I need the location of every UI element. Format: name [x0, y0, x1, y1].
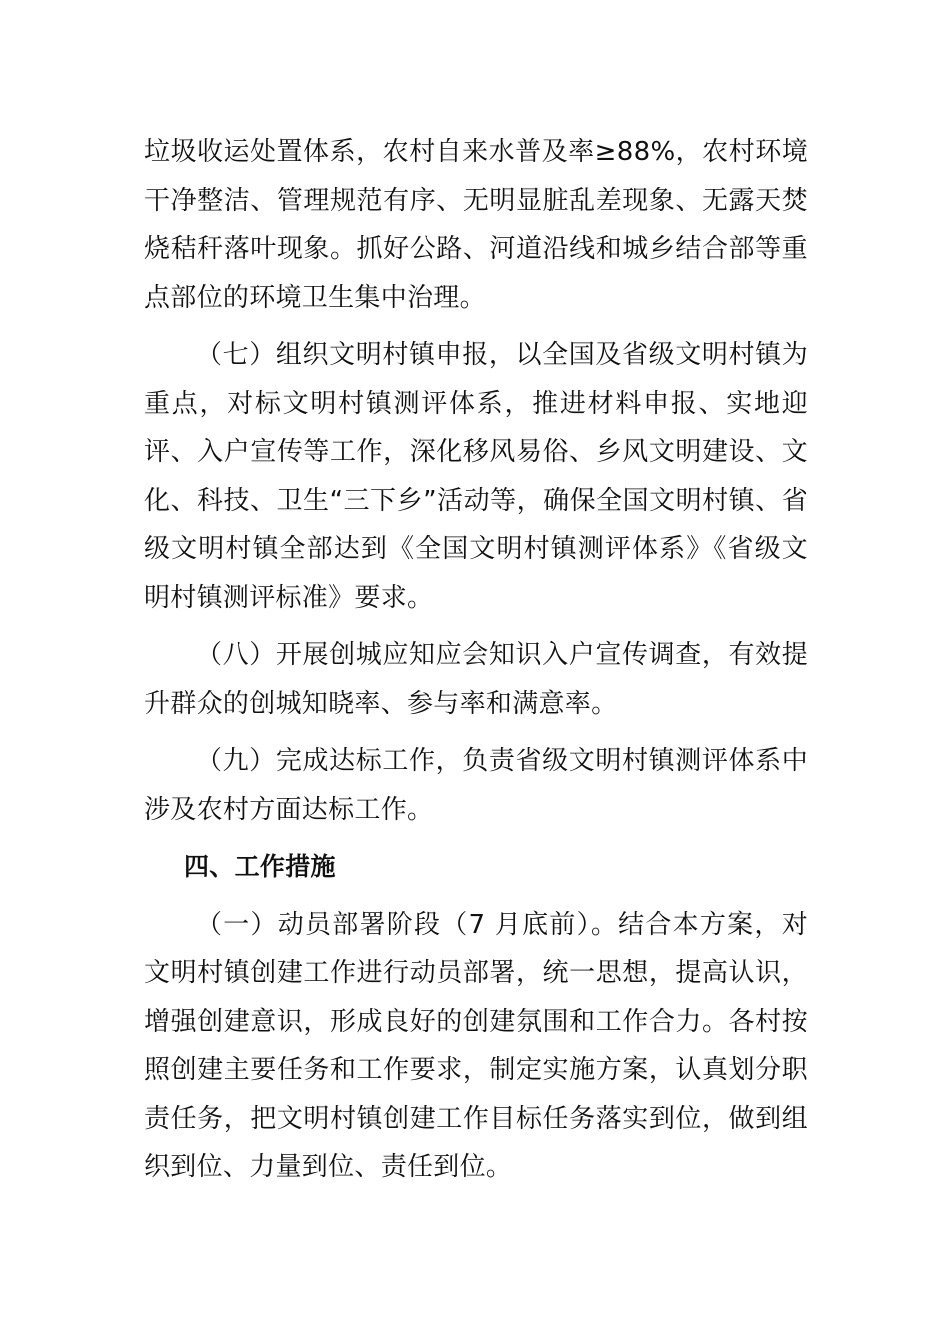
document-body [144, 128, 808, 1192]
paragraph-measure-1: （一）动员部署阶段（7 月底前）。结合本方案，对文明村镇创建工作进行动员部署，统一思想，提高认识，增强创建意识，形成良好的创建氛围和工作合力。各村按照创建主要任务和工作要求，制定实施方案，认真划分职责任务，把文明村镇创建工作目标任务落实到位，做到组织到位、力量到位、责任到位。 [144, 909, 808, 1182]
paragraph-item-8: （八）开展创城应知应会知识入户宣传调查，有效提升群众的创城知晓率、参与率和满意率。 [144, 640, 808, 719]
paragraph-item-9: （九）完成达标工作，负责省级文明村镇测评体系中涉及农村方面达标工作。 [144, 746, 808, 825]
paragraph-continuation: 垃圾收运处置体系，农村自来水普及率≥88%，农村环境干净整洁、管理规范有序、无明显脏乱差现象、无露天焚烧秸秆落叶现象。抓好公路、河道沿线和城乡结合部等重点部位的环境卫生集中治理。 [144, 137, 808, 313]
paragraph-item-7: （七）组织文明村镇申报，以全国及省级文明村镇为重点，对标文明村镇测评体系，推进材料申报、实地迎评、入户宣传等工作，深化移风易俗、乡风文明建设、文化、科技、卫生“三下乡”活动等，确保全国文明村镇、省级文明村镇全部达到《全国文明村镇测评体系》《省级文明村镇测评标准》要求。 [144, 340, 808, 613]
section-heading: 四、工作措施 [184, 852, 336, 881]
